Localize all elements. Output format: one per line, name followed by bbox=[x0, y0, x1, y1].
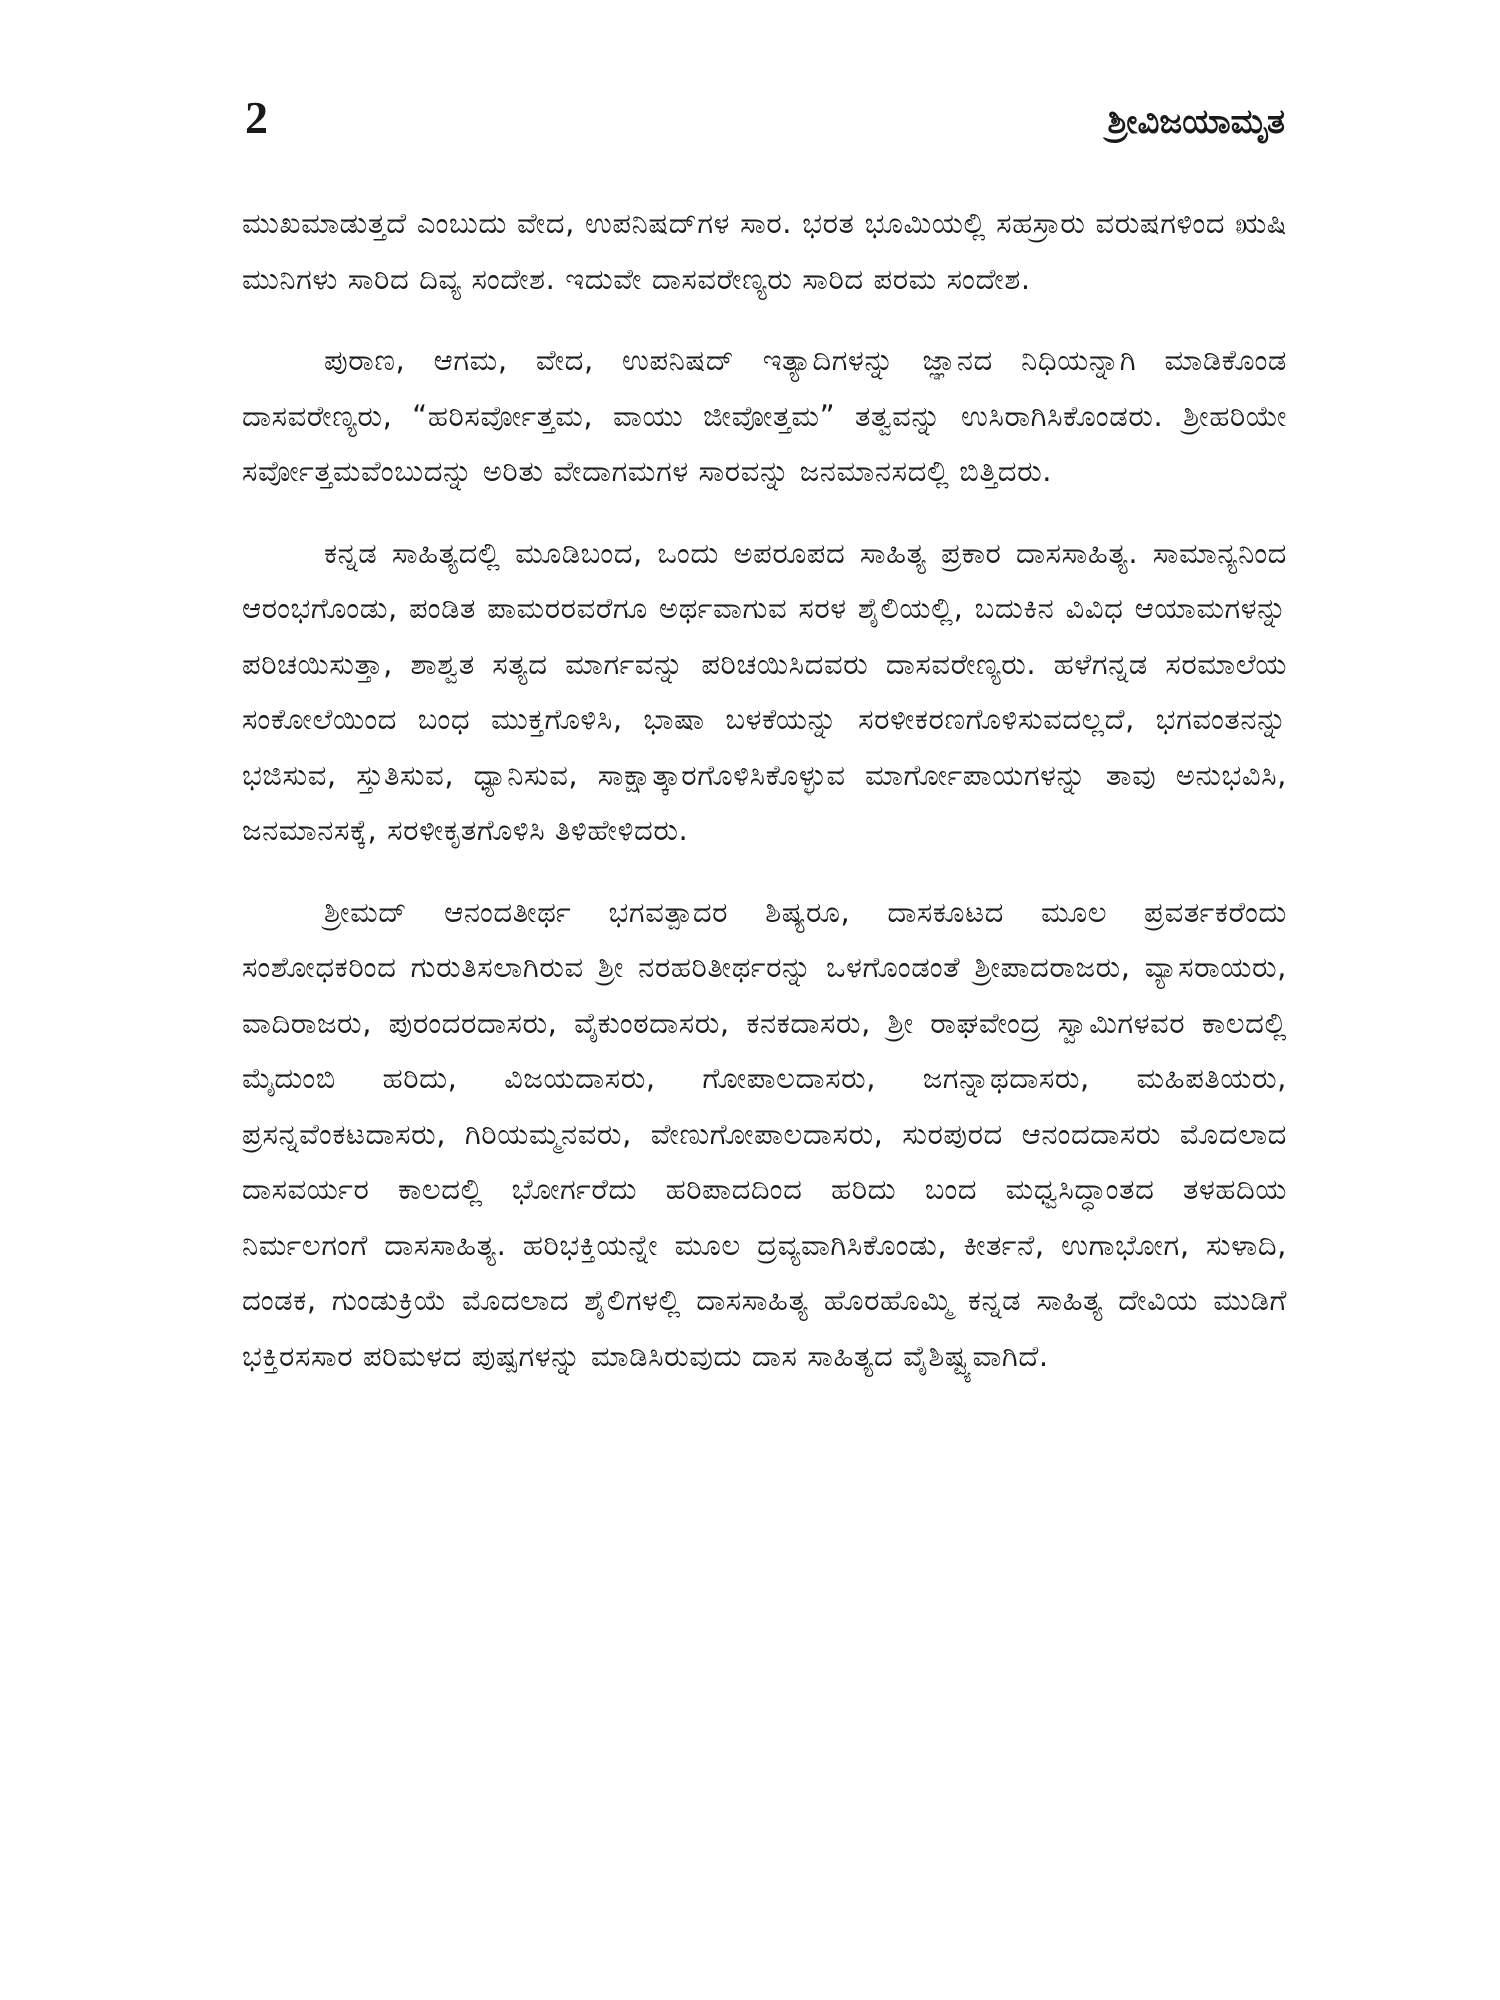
paragraph-4: ಶ್ರೀಮದ್ ಆನಂದತೀರ್ಥ ಭಗವತ್ಪಾದರ ಶಿಷ್ಯರೂ, ದಾಸಕೂಟದ ಮೂಲ ಪ್ರವರ್ತಕರೆಂದು ಸಂಶೋಧಕರಿಂದ ಗುರುತಿಸಲಾಗಿರುವ ಶ್ರೀ ನರಹರಿತೀರ್ಥರನ್ನು ಒಳಗೊಂಡಂತೆ ಶ್ರೀಪಾದರಾಜರು, ವ್ಯಾಸರಾಯರು, ವಾದಿರಾಜರು, ಪುರಂದರದಾಸರು, ವೈಕುಂಠದಾಸರು, ಕನಕದಾಸರು, ಶ್ರೀ ರಾಘವೇಂದ್ರ ಸ್ವಾಮಿಗಳವರ ಕಾಲದಲ್ಲಿ ಮೈದುಂಬಿ ಹರಿದು, ವಿಜಯದಾಸರು, ಗೋಪಾಲದಾಸರು, ಜಗನ್ನಾಥದಾಸರು, ಮಹಿಪತಿಯರು, ಪ್ರಸನ್ನವೆಂಕಟದಾಸರು, ಗಿರಿಯಮ್ಮನವರು, ವೇಣುಗೋಪಾಲದಾಸರು, ಸುರಪುರದ ಆನಂದದಾಸರು ಮೊದಲಾದ ದಾಸವರ್ಯರ ಕಾಲದಲ್ಲಿ ಭೋರ್ಗರೆದು ಹರಿಪಾದದಿಂದ ಹರಿದು ಬಂದ ಮಧ್ವಸಿದ್ಧಾಂತದ ತಳಹದಿಯ ನಿರ್ಮಲಗಂಗೆ ದಾಸಸಾಹಿತ್ಯ. ಹರಿಭಕ್ತಿಯನ್ನೇ ಮೂಲ ದ್ರವ್ಯವಾಗಿಸಿಕೊಂಡು, ಕೀರ್ತನೆ, ಉಗಾಭೋಗ, ಸುಳಾದಿ, ದಂಡಕ, ಗುಂಡುಕ್ರಿಯೆ ಮೊದಲಾದ ಶೈಲಿಗಳಲ್ಲಿ ದಾಸಸಾಹಿತ್ಯ ಹೊರಹೊಮ್ಮಿ ಕನ್ನಡ ಸಾಹಿತ್ಯ ದೇವಿಯ ಮುಡಿಗೆ ಭಕ್ತಿರಸಸಾರ ಪರಿಮಳದ ಪುಷ್ಪಗಳನ್ನು ಮಾಡಿಸಿರುವುದು ದಾಸ ಸಾಹಿತ್ಯದ ವೈಶಿಷ್ಟ್ಯವಾಗಿದೆ. bbox=[242, 894, 1287, 1373]
body-text bbox=[242, 196, 1287, 1410]
paragraph-3: ಕನ್ನಡ ಸಾಹಿತ್ಯದಲ್ಲಿ ಮೂಡಿಬಂದ, ಒಂದು ಅಪರೂಪದ ಸಾಹಿತ್ಯ ಪ್ರಕಾರ ದಾಸಸಾಹಿತ್ಯ. ಸಾಮಾನ್ಯನಿಂದ ಆರಂಭಗೊಂಡು, ಪಂಡಿತ ಪಾಮರರವರೆಗೂ ಅರ್ಥವಾಗುವ ಸರಳ ಶೈಲಿಯಲ್ಲಿ, ಬದುಕಿನ ವಿವಿಧ ಆಯಾಮಗಳನ್ನು ಪರಿಚಯಿಸುತ್ತಾ, ಶಾಶ್ವತ ಸತ್ಯದ ಮಾರ್ಗವನ್ನು ಪರಿಚಯಿಸಿದವರು ದಾಸವರೇಣ್ಯರು. ಹಳೆಗನ್ನಡ ಸರಮಾಲೆಯ ಸಂಕೋಲೆಯಿಂದ ಬಂಧ ಮುಕ್ತಗೊಳಿಸಿ, ಭಾಷಾ ಬಳಕೆಯನ್ನು ಸರಳೀಕರಣಗೊಳಿಸುವದಲ್ಲದೆ, ಭಗವಂತನನ್ನು ಭಜಿಸುವ, ಸ್ತುತಿಸುವ, ಧ್ಯಾನಿಸುವ, ಸಾಕ್ಷಾತ್ಕಾರಗೊಳಿಸಿಕೊಳ್ಳುವ ಮಾರ್ಗೋಪಾಯಗಳನ್ನು ತಾವು ಅನುಭವಿಸಿ, ಜನಮಾನಸಕ್ಕೆ, ಸರಳೀಕೃತಗೊಳಿಸಿ ತಿಳಿಹೇಳಿದರು. bbox=[242, 535, 1287, 847]
page-number: 2 bbox=[245, 92, 268, 143]
paragraph-1: ಮುಖಮಾಡುತ್ತದೆ ಎಂಬುದು ವೇದ, ಉಪನಿಷದ್‌ಗಳ ಸಾರ. ಭರತ ಭೂಮಿಯಲ್ಲಿ ಸಹಸ್ರಾರು ವರುಷಗಳಿಂದ ಋಷಿ ಮುನಿಗಳು ಸಾರಿದ ದಿವ್ಯ ಸಂದೇಶ. ಇದುವೇ ದಾಸವರೇಣ್ಯರು ಸಾರಿದ ಪರಮ ಸಂದೇಶ. bbox=[242, 206, 1287, 296]
paragraph-2: ಪುರಾಣ, ಆಗಮ, ವೇದ, ಉಪನಿಷದ್ ಇತ್ಯಾದಿಗಳನ್ನು ಜ್ಞಾನದ ನಿಧಿಯನ್ನಾಗಿ ಮಾಡಿಕೊಂಡ ದಾಸವರೇಣ್ಯರು, “ಹರಿಸರ್ವೋತ್ತಮ, ವಾಯು ಜೀವೋತ್ತಮ” ತತ್ವವನ್ನು ಉಸಿರಾಗಿಸಿಕೊಂಡರು. ಶ್ರೀಹರಿಯೇ ಸರ್ವೋತ್ತಮವೆಂಬುದನ್ನು ಅರಿತು ವೇದಾಗಮಗಳ ಸಾರವನ್ನು ಜನಮಾನಸದಲ್ಲಿ ಬಿತ್ತಿದರು. bbox=[242, 343, 1287, 488]
running-title: ಶ್ರೀವಿಜಯಾಮೃತ bbox=[1107, 102, 1285, 142]
